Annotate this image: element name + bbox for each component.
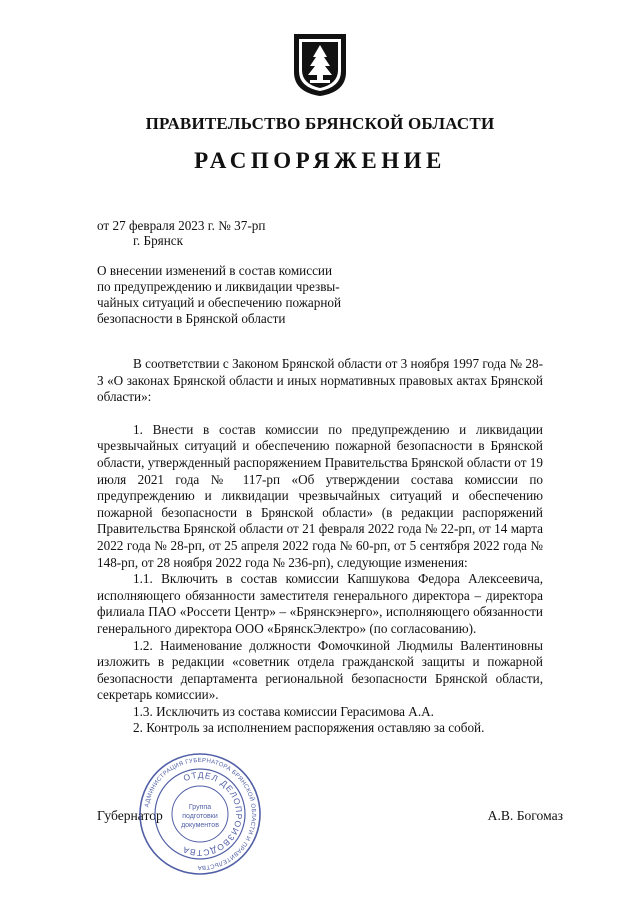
clause-1-paragraph: 1. Внести в состав комиссии по предупреждению и ликвидации чрезвычайных ситуаций и обеспечению пожарной безопасности в Брянской области, утвержденный распоряжением Правительства Брянской области от 19 июля 2021 года № 117-рп «Об утверждении состава комиссии по предупреждению и ликвидации чрезвычайных ситуаций и обеспечению пожарной безопасности в Брянской области» (в редакции распоряжений Правительства Брянской области от 21 февраля 2022 года № 22-рп, от 14 марта 2022 года № 28-рп, от 25 апреля 2022 года № 60-рп, от 5 сентября 2022 года № 148-рп, от 28 ноября 2022 года № 236-рп), следующие изменения: xyxy=(97,421,543,570)
office-stamp-icon xyxy=(138,752,262,876)
clause-1-2-paragraph: 1.2. Наименование должности Фомочкиной Людмилы Валентиновны изложить в редакции «советник отдела гражданской защиты и пожарной безопасности департамента региональной безопасности Брянской области, секретарь комиссии». xyxy=(97,637,543,703)
signer-name: А.В. Богомаз xyxy=(487,808,563,823)
document-subject xyxy=(97,263,372,327)
organization-name: ПРАВИТЕЛЬСТВО БРЯНСКОЙ ОБЛАСТИ xyxy=(145,114,495,133)
signer-title: Губернатор xyxy=(97,808,163,823)
document-body xyxy=(97,356,543,737)
subject-line: О внесении изменений в состав комиссии xyxy=(97,263,333,278)
subject-line: чайных ситуаций и обеспечению пожарной xyxy=(97,295,342,310)
subject-line: по предупреждению и ликвидации чрезвы- xyxy=(97,279,340,294)
clause-2-paragraph: 2. Контроль за исполнением распоряжения оставляю за собой. xyxy=(133,720,485,736)
svg-text:документов: документов xyxy=(181,822,219,829)
preamble-paragraph: В соответствии с Законом Брянской области от 3 ноября 1997 года № 28-З «О законах Брянской области и иных нормативных правовых актах Брянской области»: xyxy=(97,356,543,405)
document-date-number: от 27 февраля 2023 г. № 37-рп xyxy=(97,218,266,233)
subject-line: безопасности в Брянской области xyxy=(97,311,286,326)
document-city: г. Брянск xyxy=(133,233,184,248)
clause-1-3-paragraph: 1.3. Исключить из состава комиссии Герасимова А.А. xyxy=(133,703,434,719)
stamp-outer-text: АДМИНИСТРАЦИЯ ГУБЕРНАТОРА БРЯНСКОЙ ОБЛАСТИ И ПРАВИТЕЛЬСТВА xyxy=(144,757,257,871)
clause-1-1-paragraph: 1.1. Включить в состав комиссии Капшукова Федора Алексеевича, исполняющего обязанности заместителя генерального директора – директора филиала ПАО «Россети Центр» – «Брянскэнерго», исполняющего обязанности генерального директора ООО «БрянскЭлектро» (по согласованию). xyxy=(97,571,543,636)
svg-text:подготовки: подготовки xyxy=(182,813,218,820)
svg-text:Группа: Группа xyxy=(188,804,212,811)
document-type-title: РАСПОРЯЖЕНИЕ xyxy=(194,148,446,173)
coat-of-arms-icon xyxy=(292,32,348,98)
stamp-inner-text: ОТДЕЛ ДЕЛОПРОИЗВОДСТВА xyxy=(180,769,245,859)
